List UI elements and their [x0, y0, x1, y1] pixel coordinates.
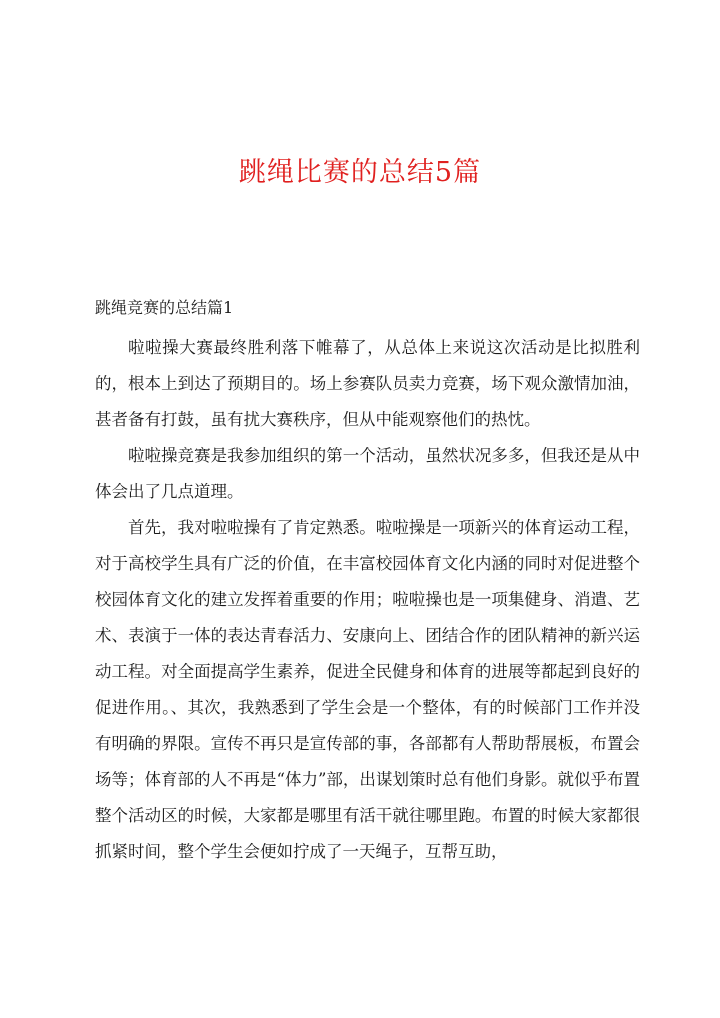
paragraph: 首先，我对啦啦操有了肯定熟悉。啦啦操是一项新兴的体育运动工程，对于高校学生具有广泛的价值，在丰富校园体育文化内涵的同时对促进整个校园体育文化的建立发挥着重要的作用；啦啦操也是一项集健身、消遣、艺术、表演于一体的表达青春活力、安康向上、团结合作的团队精神的新兴运动工程。对全面提高学生素养，促进全民健身和体育的进展等都起到良好的促进作用。、其次，我熟悉到了学生会是一个整体，有的时候部门工作并没有明确的界限。宣传不再只是宣传部的事，各部都有人帮助帮展板，布置会场等；体育部的人不再是“体力”部，出谋划策时总有他们身影。就似乎布置整个活动区的时候，大家都是哪里有活干就往哪里跑。布置的时候大家都很抓紧时间，整个学生会便如拧成了一天绳子，互帮互助，: [95, 518, 640, 861]
paragraph: 啦啦操大赛最终胜利落下帷幕了，从总体上来说这次活动是比拟胜利的，根本上到达了预期目的。场上参赛队员卖力竞赛，场下观众激情加油，甚者备有打鼓，虽有扰大赛秩序，但从中能观察他们的热忱。: [95, 338, 640, 429]
document-title: 跳绳比赛的总结5篇: [238, 157, 482, 188]
document-body: [95, 330, 640, 870]
paragraph: 啦啦操竞赛是我参加组织的第一个活动，虽然状况多多，但我还是从中体会出了几点道理。: [95, 446, 640, 501]
section-heading: 跳绳竞赛的总结篇1: [95, 298, 234, 317]
